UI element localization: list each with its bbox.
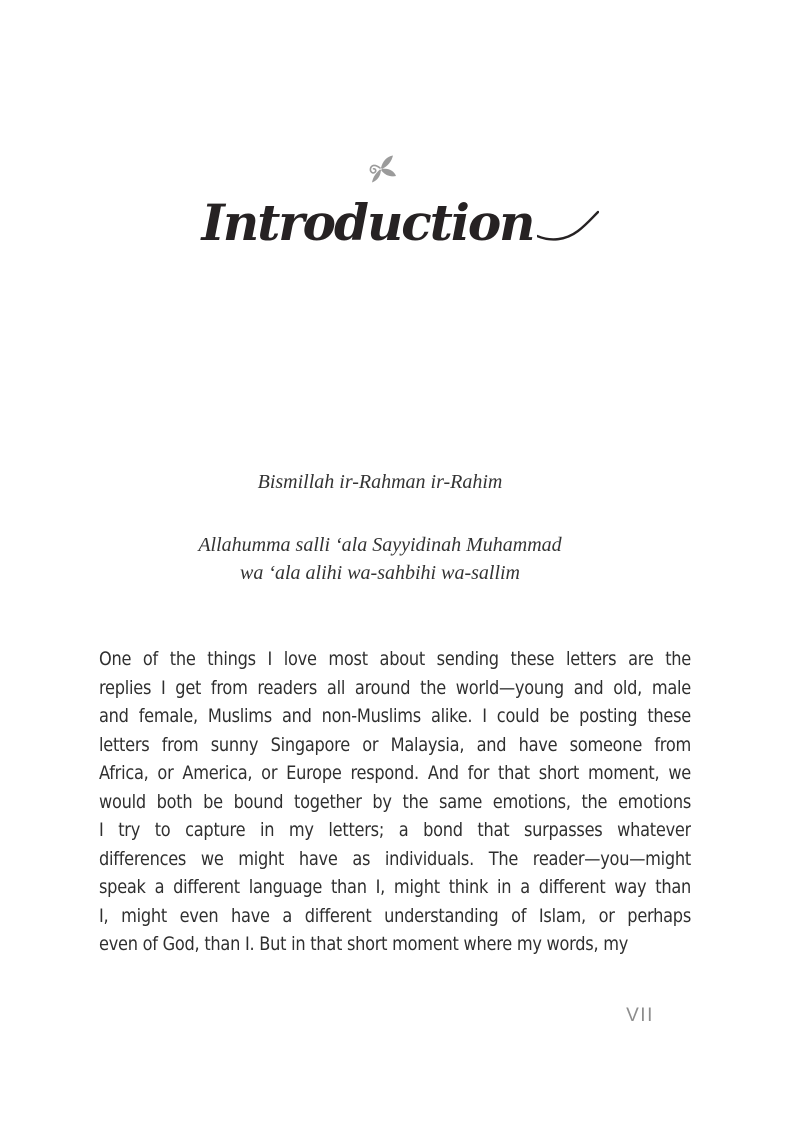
body-line: replies I get from readers all around the world—young and old, male xyxy=(99,676,692,699)
body-line: would both be bound together by the same emotions, the emotions xyxy=(99,790,692,813)
body-line: I try to capture in my letters; a bond that surpasses whatever xyxy=(99,819,692,841)
floral-sprig-svg xyxy=(367,153,397,185)
body-line: speak a different language than I, might think in a different way than xyxy=(99,876,692,898)
body-line: and female, Muslims and non-Muslims alike. I could be posting these xyxy=(99,705,692,727)
floral-sprig-icon xyxy=(367,153,397,185)
body-line: Africa, or America, or Europe respond. And for that short moment, we xyxy=(99,762,692,784)
chapter-title-row xyxy=(0,193,800,252)
salawat-line-1: Allahumma salli ‘ala Sayyidinah Muhammad xyxy=(198,534,562,556)
body-line: differences we might have as individuals. The reader—you—might xyxy=(99,847,692,870)
chapter-title: Introduction xyxy=(201,193,534,252)
invocation-block xyxy=(0,468,760,587)
body-line: I, might even have a different understanding of Islam, or perhaps xyxy=(99,904,692,927)
bismillah-line: Bismillah ir-Rahman ir-Rahim xyxy=(257,471,503,493)
title-swash-flourish-icon xyxy=(537,209,599,243)
body-line: One of the things I love most about sending these letters are the xyxy=(99,648,692,670)
salawat-line-2: wa ‘ala alihi wa-sahbihi wa-sallim xyxy=(239,562,521,584)
body-line: even of God, than I. But in that short moment where my words, my xyxy=(99,933,629,955)
body-paragraph xyxy=(99,645,691,959)
page-number: VII xyxy=(626,1005,654,1026)
body-line: letters from sunny Singapore or Malaysia, and have someone from xyxy=(99,733,692,756)
